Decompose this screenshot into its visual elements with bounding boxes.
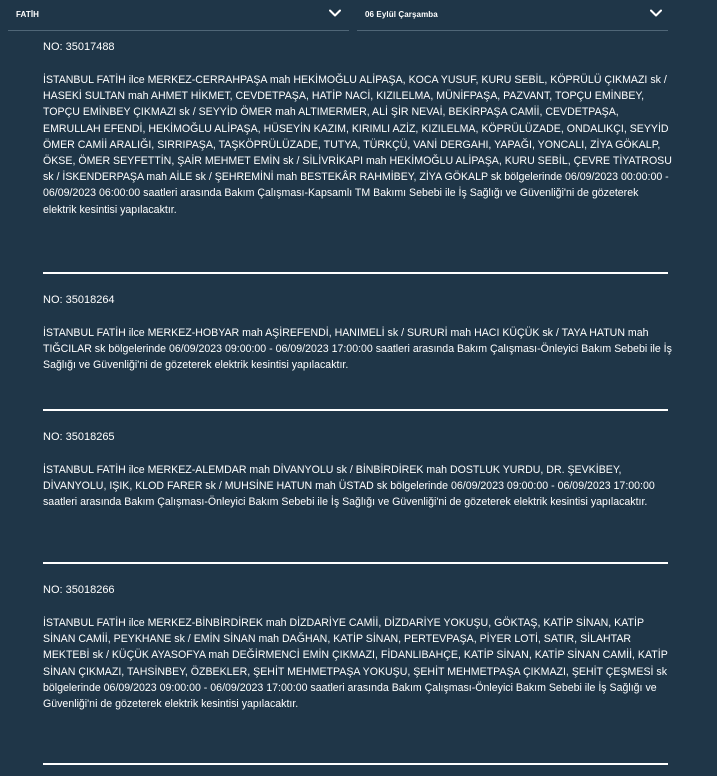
chevron-down-icon bbox=[329, 9, 341, 17]
divider bbox=[43, 763, 668, 765]
chevron-down-icon bbox=[650, 9, 662, 17]
filter-bar bbox=[0, 0, 717, 32]
outage-number: NO: 35017488 bbox=[43, 41, 115, 53]
outage-description: İSTANBUL FATİH ilce MERKEZ-HOBYAR mah AŞİREFENDİ, HANIMELİ sk / SURURİ mah HACI KÜÇÜK sk / TAYA HATUN mah TIĞCILAR sk bölgelerinde 06/09/2023 09:00:00 - 06/09/2023 17:00:00 saatleri arasında Bakım Çalışması-Önleyici Bakım Sebebi ile İş Sağlığı ve Güvenliği'ni de gözeterek elektrik kesintisi yapılacaktır. bbox=[43, 327, 672, 372]
outage-number: NO: 35018264 bbox=[43, 294, 115, 306]
district-select[interactable] bbox=[8, 0, 349, 31]
divider bbox=[43, 409, 668, 411]
outage-number: NO: 35018266 bbox=[43, 584, 115, 596]
district-select-value: FATİH bbox=[16, 10, 40, 19]
divider bbox=[43, 562, 668, 564]
outage-description: İSTANBUL FATİH ilce MERKEZ-ALEMDAR mah DİVANYOLU sk / BİNBİRDİREK mah DOSTLUK YURDU, DR. ŞEVKİBEY, DİVANYOLU, IŞIK, KLOD FARER sk / MUHSİNE HATUN mah ÜSTAD sk bölgelerinde 06/09/2023 09:00:00 - 06/09/2023 17:00:00 saatleri arasında Bakım Çalışması-Önleyici Bakım Sebebi ile İş Sağlığı ve Güvenliği'ni de gözeterek elektrik kesintisi yapılacaktır. bbox=[43, 464, 655, 509]
divider bbox=[43, 272, 668, 274]
outage-description: İSTANBUL FATİH ilce MERKEZ-BİNBİRDİREK mah DİZDARİYE CAMİİ, DİZDARİYE YOKUŞU, GÖKTAŞ, KATİP SİNAN, KATİP SİNAN CAMİİ, PEYKHANE sk / EMİN SİNAN mah DAĞHAN, KATİP SİNAN, PERTEVPAŞA, PİYER LOTİ, SATIR, SİLAHTAR MEKTEBİ sk / KÜÇÜK AYASOFYA mah DEĞİRMENCİ EMİN ÇIKMAZI, FİDANLIBAHÇE, KATİP SİNAN, KATİP SİNAN CAMİİ, KATİP SİNAN ÇIKMAZI, TAHSİNBEY, ÖZBEKLER, ŞEHİT MEHMETPAŞA YOKUŞU, ŞEHİT MEHMETPAŞA ÇIKMAZI, ŞEHİT ÇEŞMESİ sk bölgelerinde 06/09/2023 09:00:00 - 06/09/2023 17:00:00 saatleri arasında Bakım Çalışması-Önleyici Bakım Sebebi ile İş Sağlığı ve Güvenliği'ni de gözeterek elektrik kesintisi yapılacaktır. bbox=[43, 617, 668, 711]
date-select[interactable] bbox=[357, 0, 668, 31]
date-select-value: 06 Eylül Çarşamba bbox=[365, 10, 438, 19]
outage-description: İSTANBUL FATİH ilce MERKEZ-CERRAHPAŞA mah HEKİMOĞLU ALİPAŞA, KOCA YUSUF, KURU SEBİL, KÖPRÜLÜ ÇIKMAZI sk / HASEKİ SULTAN mah AHMET HİKMET, CEVDETPAŞA, HATİP NACİ, KIZILELMA, MÜNİFPAŞA, PAZVANT, TOPÇU EMİNBEY, TOPÇU EMİNBEY ÇIKMAZI sk / SEYYİD ÖMER mah ALTIMERMER, ALİ ŞİR NEVAİ, BEKİRPAŞA CAMİİ, CEVDETPAŞA, EMRULLAH EFENDİ, HEKİMOĞLU ALİPAŞA, HÜSEYİN KAZIM, KIRIMLI AZİZ, KIZILELMA, KÖPRÜLÜZADE, ONDALIKÇI, SEYYİD ÖMER CAMİİ ARALIĞI, SIRRIPAŞA, TAŞKÖPRÜLÜZADE, TUTYA, TÜRKÇÜ, VANİ DERGAHI, YAPAĞI, YONCALI, ZİYA GÖKALP, ÖKSE, ÖMER SEYFETTİN, ŞAİR MEHMET EMİN sk / SİLİVRİKAPI mah HEKİMOĞLU ALİPAŞA, KURU SEBİL, ÇEVRE TİYATROSU sk / İSKENDERPAŞA mah AİLE sk / ŞEHREMİNİ mah BESTEKÂR RAHMİBEY, ZİYA GÖKALP sk bölgelerinde 06/09/2023 00:00:00 - 06/09/2023 06:00:00 saatleri arasında Bakım Çalışması-Kapsamlı TM Bakımı Sebebi ile İş Sağlığı ve Güvenliği'ni de gözeterek elektrik kesintisi yapılacaktır. bbox=[43, 74, 672, 216]
outage-number: NO: 35018265 bbox=[43, 431, 115, 443]
